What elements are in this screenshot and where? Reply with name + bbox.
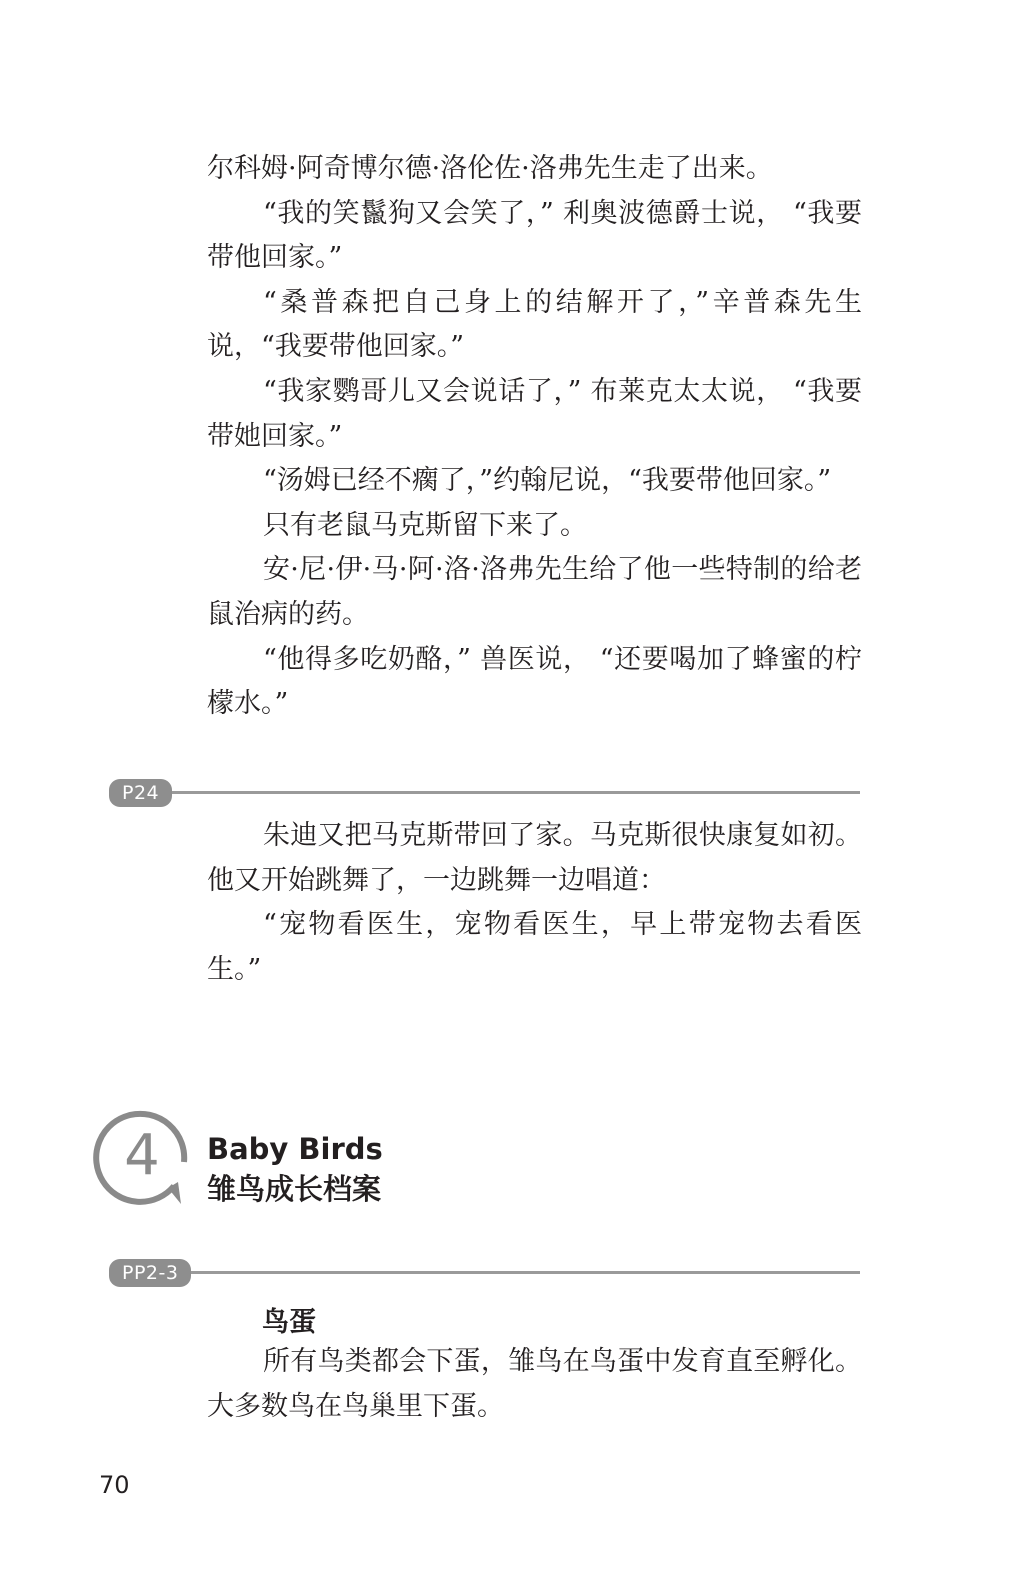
- paragraph: 安·尼·伊·马·阿·洛·洛弗先生给了他一些特制的给老鼠治病的药。: [207, 554, 862, 630]
- marker-label: P24: [109, 779, 172, 807]
- section-text-block: [207, 1340, 862, 1429]
- chapter-title-en: Baby Birds: [207, 1132, 383, 1166]
- marker-rule-line: [189, 1271, 860, 1274]
- paragraph: “我的笑鬣狗又会笑了，” 利奥波德爵士说， “我要带他回家。”: [207, 197, 862, 274]
- paragraph: 只有老鼠马克斯留下来了。: [263, 509, 587, 541]
- chapter-number: 4: [124, 1123, 160, 1188]
- chapter-title: [207, 1130, 383, 1210]
- paragraph: 朱迪又把马克斯带回了家。马克斯很快康复如初。他又开始跳舞了，一边跳舞一边唱道：: [207, 820, 862, 896]
- chapter-title-zh: 雏鸟成长档案: [207, 1172, 382, 1206]
- section-heading: 鸟蛋: [262, 1307, 316, 1338]
- section-marker-pp2-3: [109, 1259, 860, 1287]
- paragraph: “桑普森把自己身上的结解开了，”辛普森先生说，“我要带他回家。”: [207, 286, 862, 363]
- story-text-block-1: [207, 147, 862, 727]
- marker-rule-line: [169, 791, 860, 794]
- marker-label: PP2-3: [109, 1259, 191, 1287]
- speech-bubble-number-icon: [88, 1100, 198, 1210]
- paragraph: “汤姆已经不瘸了，”约翰尼说，“我要带他回家。”: [263, 465, 832, 497]
- paragraph: “我家鹦哥儿又会说话了，” 布莱克太太说， “我要带她回家。”: [207, 375, 862, 452]
- paragraph: 尔科姆·阿奇博尔德·洛伦佐·洛弗先生走了出来。: [207, 153, 773, 184]
- section-marker-p24: [109, 779, 860, 807]
- story-text-block-2: [207, 814, 862, 992]
- paragraph: 所有鸟类都会下蛋，雏鸟在鸟蛋中发育直至孵化。大多数鸟在鸟巢里下蛋。: [207, 1346, 862, 1422]
- paragraph: “他得多吃奶酪，” 兽医说， “还要喝加了蜂蜜的柠檬水。”: [207, 643, 862, 720]
- page-number: 70: [99, 1471, 130, 1499]
- paragraph: “宠物看医生，宠物看医生，早上带宠物去看医生。”: [207, 909, 862, 985]
